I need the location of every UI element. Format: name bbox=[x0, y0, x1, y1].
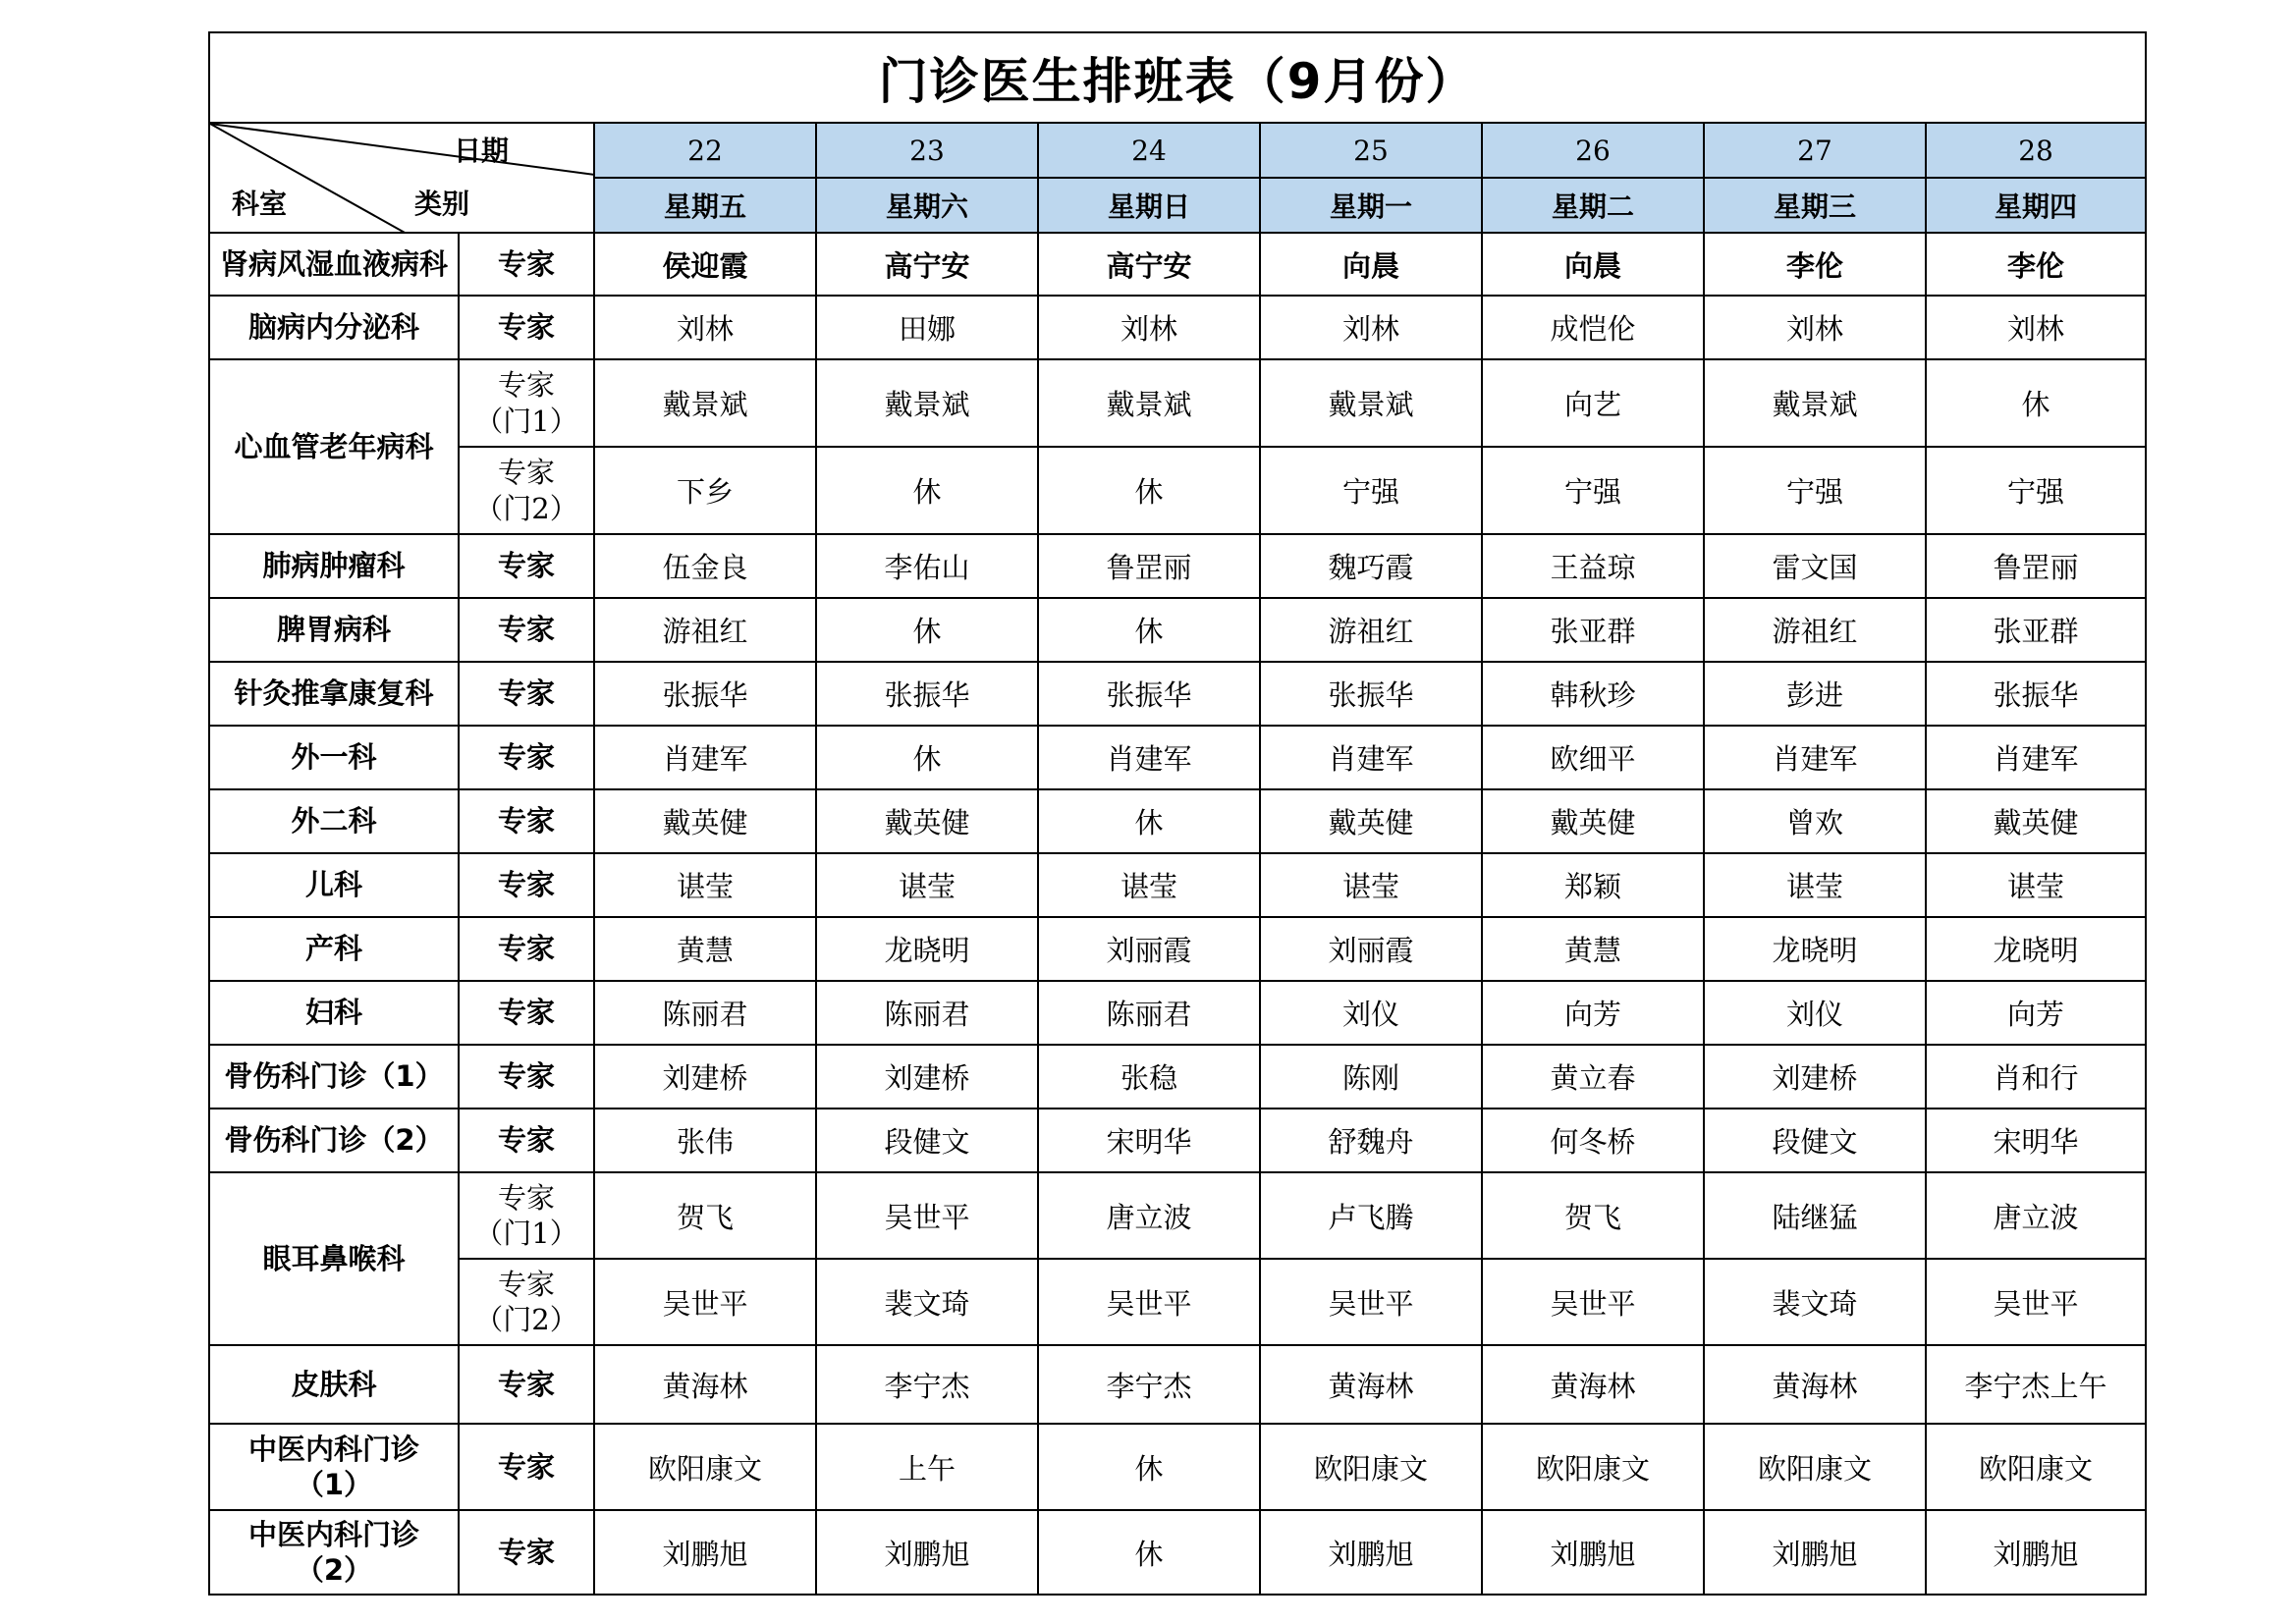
doctor-cell: 刘建桥 bbox=[816, 1045, 1038, 1109]
doctor-cell: 休 bbox=[1926, 359, 2146, 447]
table-row bbox=[209, 1345, 2146, 1424]
doctor-cell: 刘林 bbox=[1926, 296, 2146, 359]
schedule-table bbox=[208, 31, 2147, 1596]
department-cell: 外一科 bbox=[209, 726, 459, 789]
doctor-cell: 欧阳康文 bbox=[1926, 1424, 2146, 1510]
category-cell: 专家 bbox=[459, 853, 594, 917]
doctor-cell: 戴景斌 bbox=[1038, 359, 1260, 447]
table-row bbox=[209, 534, 2146, 598]
date-header: 26 bbox=[1482, 123, 1704, 178]
schedule-sheet bbox=[208, 31, 2145, 1596]
doctor-cell: 吴世平 bbox=[1260, 1259, 1482, 1345]
doctor-cell: 张振华 bbox=[816, 662, 1038, 726]
doctor-cell: 黄海林 bbox=[1704, 1345, 1926, 1424]
department-cell: 儿科 bbox=[209, 853, 459, 917]
department-cell: 骨伤科门诊（1） bbox=[209, 1045, 459, 1109]
doctor-cell: 高宁安 bbox=[816, 233, 1038, 296]
doctor-cell: 田娜 bbox=[816, 296, 1038, 359]
doctor-cell: 成恺伦 bbox=[1482, 296, 1704, 359]
doctor-cell: 龙晓明 bbox=[1704, 917, 1926, 981]
doctor-cell: 段健文 bbox=[816, 1109, 1038, 1172]
doctor-cell: 肖建军 bbox=[1038, 726, 1260, 789]
doctor-cell: 刘鹏旭 bbox=[594, 1510, 816, 1595]
department-cell: 脑病内分泌科 bbox=[209, 296, 459, 359]
doctor-cell: 黄立春 bbox=[1482, 1045, 1704, 1109]
department-cell: 肾病风湿血液病科 bbox=[209, 233, 459, 296]
doctor-cell: 欧阳康文 bbox=[1704, 1424, 1926, 1510]
doctor-cell: 谌莹 bbox=[1926, 853, 2146, 917]
category-cell: 专家 bbox=[459, 1345, 594, 1424]
doctor-cell: 黄慧 bbox=[594, 917, 816, 981]
doctor-cell: 张亚群 bbox=[1482, 598, 1704, 662]
corner-dept-label: 科室 bbox=[232, 188, 288, 220]
department-cell: 肺病肿瘤科 bbox=[209, 534, 459, 598]
doctor-cell: 肖和行 bbox=[1926, 1045, 2146, 1109]
category-cell: 专家 bbox=[459, 534, 594, 598]
category-cell: 专家 （门2） bbox=[459, 1259, 594, 1345]
weekday-header: 星期五 bbox=[594, 178, 816, 233]
doctor-cell: 曾欢 bbox=[1704, 789, 1926, 853]
doctor-cell: 刘建桥 bbox=[594, 1045, 816, 1109]
doctor-cell: 肖建军 bbox=[1260, 726, 1482, 789]
doctor-cell: 欧阳康文 bbox=[1482, 1424, 1704, 1510]
doctor-cell: 吴世平 bbox=[1926, 1259, 2146, 1345]
doctor-cell: 休 bbox=[816, 598, 1038, 662]
doctor-cell: 戴景斌 bbox=[594, 359, 816, 447]
doctor-cell: 刘鹏旭 bbox=[1482, 1510, 1704, 1595]
table-row bbox=[209, 981, 2146, 1045]
doctor-cell: 宁强 bbox=[1482, 447, 1704, 534]
schedule-body bbox=[209, 233, 2146, 1595]
doctor-cell: 游祖红 bbox=[1260, 598, 1482, 662]
weekday-header: 星期四 bbox=[1926, 178, 2146, 233]
doctor-cell: 谌莹 bbox=[594, 853, 816, 917]
doctor-cell: 休 bbox=[1038, 447, 1260, 534]
doctor-cell: 刘仪 bbox=[1704, 981, 1926, 1045]
category-cell: 专家 bbox=[459, 1424, 594, 1510]
doctor-cell: 宋明华 bbox=[1926, 1109, 2146, 1172]
doctor-cell: 宁强 bbox=[1260, 447, 1482, 534]
doctor-cell: 李佑山 bbox=[816, 534, 1038, 598]
doctor-cell: 吴世平 bbox=[816, 1172, 1038, 1259]
category-cell: 专家 （门1） bbox=[459, 1172, 594, 1259]
doctor-cell: 卢飞腾 bbox=[1260, 1172, 1482, 1259]
doctor-cell: 韩秋珍 bbox=[1482, 662, 1704, 726]
doctor-cell: 宁强 bbox=[1926, 447, 2146, 534]
doctor-cell: 刘建桥 bbox=[1704, 1045, 1926, 1109]
doctor-cell: 向芳 bbox=[1482, 981, 1704, 1045]
table-row bbox=[209, 1172, 2146, 1259]
category-cell: 专家 bbox=[459, 1045, 594, 1109]
category-cell: 专家 bbox=[459, 662, 594, 726]
doctor-cell: 肖建军 bbox=[1926, 726, 2146, 789]
category-cell: 专家 bbox=[459, 598, 594, 662]
table-row bbox=[209, 789, 2146, 853]
doctor-cell: 贺飞 bbox=[1482, 1172, 1704, 1259]
doctor-cell: 李宁杰上午 bbox=[1926, 1345, 2146, 1424]
category-cell: 专家 bbox=[459, 981, 594, 1045]
table-row bbox=[209, 598, 2146, 662]
doctor-cell: 张伟 bbox=[594, 1109, 816, 1172]
doctor-cell: 张振华 bbox=[1038, 662, 1260, 726]
doctor-cell: 刘丽霞 bbox=[1038, 917, 1260, 981]
corner-date-label: 日期 bbox=[454, 135, 510, 167]
table-row bbox=[209, 662, 2146, 726]
date-header: 28 bbox=[1926, 123, 2146, 178]
doctor-cell: 谌莹 bbox=[816, 853, 1038, 917]
weekday-header: 星期二 bbox=[1482, 178, 1704, 233]
doctor-cell: 郑颖 bbox=[1482, 853, 1704, 917]
doctor-cell: 鲁罡丽 bbox=[1926, 534, 2146, 598]
category-cell: 专家 bbox=[459, 789, 594, 853]
date-header: 24 bbox=[1038, 123, 1260, 178]
doctor-cell: 刘鹏旭 bbox=[1704, 1510, 1926, 1595]
doctor-cell: 唐立波 bbox=[1038, 1172, 1260, 1259]
doctor-cell: 上午 bbox=[816, 1424, 1038, 1510]
doctor-cell: 戴景斌 bbox=[816, 359, 1038, 447]
doctor-cell: 陈丽君 bbox=[816, 981, 1038, 1045]
doctor-cell: 刘林 bbox=[1038, 296, 1260, 359]
category-cell: 专家 bbox=[459, 1510, 594, 1595]
doctor-cell: 鲁罡丽 bbox=[1038, 534, 1260, 598]
doctor-cell: 裴文琦 bbox=[1704, 1259, 1926, 1345]
table-row bbox=[209, 233, 2146, 296]
doctor-cell: 欧阳康文 bbox=[594, 1424, 816, 1510]
doctor-cell: 魏巧霞 bbox=[1260, 534, 1482, 598]
date-header: 22 bbox=[594, 123, 816, 178]
department-cell: 脾胃病科 bbox=[209, 598, 459, 662]
doctor-cell: 刘仪 bbox=[1260, 981, 1482, 1045]
doctor-cell: 肖建军 bbox=[594, 726, 816, 789]
doctor-cell: 彭进 bbox=[1704, 662, 1926, 726]
doctor-cell: 休 bbox=[1038, 789, 1260, 853]
date-header: 27 bbox=[1704, 123, 1926, 178]
table-row bbox=[209, 1109, 2146, 1172]
doctor-cell: 雷文国 bbox=[1704, 534, 1926, 598]
doctor-cell: 李伦 bbox=[1704, 233, 1926, 296]
doctor-cell: 黄海林 bbox=[1260, 1345, 1482, 1424]
doctor-cell: 刘丽霞 bbox=[1260, 917, 1482, 981]
doctor-cell: 休 bbox=[1038, 598, 1260, 662]
doctor-cell: 谌莹 bbox=[1260, 853, 1482, 917]
doctor-cell: 黄慧 bbox=[1482, 917, 1704, 981]
doctor-cell: 下乡 bbox=[594, 447, 816, 534]
table-row bbox=[209, 1259, 2146, 1345]
date-header: 25 bbox=[1260, 123, 1482, 178]
doctor-cell: 张亚群 bbox=[1926, 598, 2146, 662]
category-cell: 专家 bbox=[459, 296, 594, 359]
doctor-cell: 刘林 bbox=[594, 296, 816, 359]
table-row bbox=[209, 917, 2146, 981]
doctor-cell: 谌莹 bbox=[1038, 853, 1260, 917]
doctor-cell: 张振华 bbox=[1926, 662, 2146, 726]
department-cell: 产科 bbox=[209, 917, 459, 981]
doctor-cell: 刘鹏旭 bbox=[816, 1510, 1038, 1595]
department-cell: 妇科 bbox=[209, 981, 459, 1045]
weekday-header: 星期三 bbox=[1704, 178, 1926, 233]
doctor-cell: 游祖红 bbox=[594, 598, 816, 662]
doctor-cell: 李宁杰 bbox=[816, 1345, 1038, 1424]
doctor-cell: 戴英健 bbox=[1926, 789, 2146, 853]
doctor-cell: 黄海林 bbox=[594, 1345, 816, 1424]
department-cell: 外二科 bbox=[209, 789, 459, 853]
doctor-cell: 张稳 bbox=[1038, 1045, 1260, 1109]
doctor-cell: 黄海林 bbox=[1482, 1345, 1704, 1424]
doctor-cell: 龙晓明 bbox=[816, 917, 1038, 981]
doctor-cell: 向艺 bbox=[1482, 359, 1704, 447]
doctor-cell: 戴英健 bbox=[816, 789, 1038, 853]
doctor-cell: 休 bbox=[816, 447, 1038, 534]
doctor-cell: 刘林 bbox=[1704, 296, 1926, 359]
doctor-cell: 刘鹏旭 bbox=[1926, 1510, 2146, 1595]
doctor-cell: 张振华 bbox=[1260, 662, 1482, 726]
doctor-cell: 龙晓明 bbox=[1926, 917, 2146, 981]
doctor-cell: 陈丽君 bbox=[1038, 981, 1260, 1045]
doctor-cell: 休 bbox=[1038, 1424, 1260, 1510]
table-row bbox=[209, 1424, 2146, 1510]
department-cell: 心血管老年病科 bbox=[209, 359, 459, 534]
department-cell: 中医内科门诊 （2） bbox=[209, 1510, 459, 1595]
doctor-cell: 吴世平 bbox=[1482, 1259, 1704, 1345]
doctor-cell: 陈刚 bbox=[1260, 1045, 1482, 1109]
category-cell: 专家 （门2） bbox=[459, 447, 594, 534]
corner-category-label: 类别 bbox=[414, 188, 470, 220]
doctor-cell: 向晨 bbox=[1482, 233, 1704, 296]
table-row bbox=[209, 853, 2146, 917]
date-header: 23 bbox=[816, 123, 1038, 178]
doctor-cell: 何冬桥 bbox=[1482, 1109, 1704, 1172]
department-cell: 眼耳鼻喉科 bbox=[209, 1172, 459, 1345]
department-cell: 皮肤科 bbox=[209, 1345, 459, 1424]
doctor-cell: 谌莹 bbox=[1704, 853, 1926, 917]
doctor-cell: 休 bbox=[816, 726, 1038, 789]
doctor-cell: 刘林 bbox=[1260, 296, 1482, 359]
doctor-cell: 侯迎霞 bbox=[594, 233, 816, 296]
doctor-cell: 戴英健 bbox=[1260, 789, 1482, 853]
weekday-header: 星期日 bbox=[1038, 178, 1260, 233]
doctor-cell: 贺飞 bbox=[594, 1172, 816, 1259]
doctor-cell: 休 bbox=[1038, 1510, 1260, 1595]
doctor-cell: 向晨 bbox=[1260, 233, 1482, 296]
doctor-cell: 张振华 bbox=[594, 662, 816, 726]
doctor-cell: 刘鹏旭 bbox=[1260, 1510, 1482, 1595]
doctor-cell: 李伦 bbox=[1926, 233, 2146, 296]
department-cell: 针灸推拿康复科 bbox=[209, 662, 459, 726]
doctor-cell: 王益琼 bbox=[1482, 534, 1704, 598]
doctor-cell: 欧细平 bbox=[1482, 726, 1704, 789]
category-cell: 专家 bbox=[459, 1109, 594, 1172]
weekday-header: 星期一 bbox=[1260, 178, 1482, 233]
department-cell: 中医内科门诊 （1） bbox=[209, 1424, 459, 1510]
doctor-cell: 向芳 bbox=[1926, 981, 2146, 1045]
doctor-cell: 裴文琦 bbox=[816, 1259, 1038, 1345]
doctor-cell: 高宁安 bbox=[1038, 233, 1260, 296]
category-cell: 专家 （门1） bbox=[459, 359, 594, 447]
doctor-cell: 段健文 bbox=[1704, 1109, 1926, 1172]
doctor-cell: 陆继猛 bbox=[1704, 1172, 1926, 1259]
doctor-cell: 宋明华 bbox=[1038, 1109, 1260, 1172]
doctor-cell: 肖建军 bbox=[1704, 726, 1926, 789]
doctor-cell: 戴英健 bbox=[1482, 789, 1704, 853]
category-cell: 专家 bbox=[459, 917, 594, 981]
department-cell: 骨伤科门诊（2） bbox=[209, 1109, 459, 1172]
doctor-cell: 戴景斌 bbox=[1704, 359, 1926, 447]
doctor-cell: 戴景斌 bbox=[1260, 359, 1482, 447]
doctor-cell: 欧阳康文 bbox=[1260, 1424, 1482, 1510]
doctor-cell: 戴英健 bbox=[594, 789, 816, 853]
table-row bbox=[209, 447, 2146, 534]
doctor-cell: 舒魏舟 bbox=[1260, 1109, 1482, 1172]
doctor-cell: 唐立波 bbox=[1926, 1172, 2146, 1259]
doctor-cell: 李宁杰 bbox=[1038, 1345, 1260, 1424]
category-cell: 专家 bbox=[459, 233, 594, 296]
doctor-cell: 吴世平 bbox=[1038, 1259, 1260, 1345]
table-row bbox=[209, 726, 2146, 789]
doctor-cell: 伍金良 bbox=[594, 534, 816, 598]
table-row bbox=[209, 359, 2146, 447]
diagonal-header-cell bbox=[209, 123, 594, 233]
table-row bbox=[209, 1045, 2146, 1109]
category-cell: 专家 bbox=[459, 726, 594, 789]
doctor-cell: 陈丽君 bbox=[594, 981, 816, 1045]
table-row bbox=[209, 296, 2146, 359]
weekday-header: 星期六 bbox=[816, 178, 1038, 233]
table-row bbox=[209, 1510, 2146, 1595]
doctor-cell: 吴世平 bbox=[594, 1259, 816, 1345]
page-title: 门诊医生排班表（9月份） bbox=[209, 32, 2146, 123]
doctor-cell: 游祖红 bbox=[1704, 598, 1926, 662]
doctor-cell: 宁强 bbox=[1704, 447, 1926, 534]
